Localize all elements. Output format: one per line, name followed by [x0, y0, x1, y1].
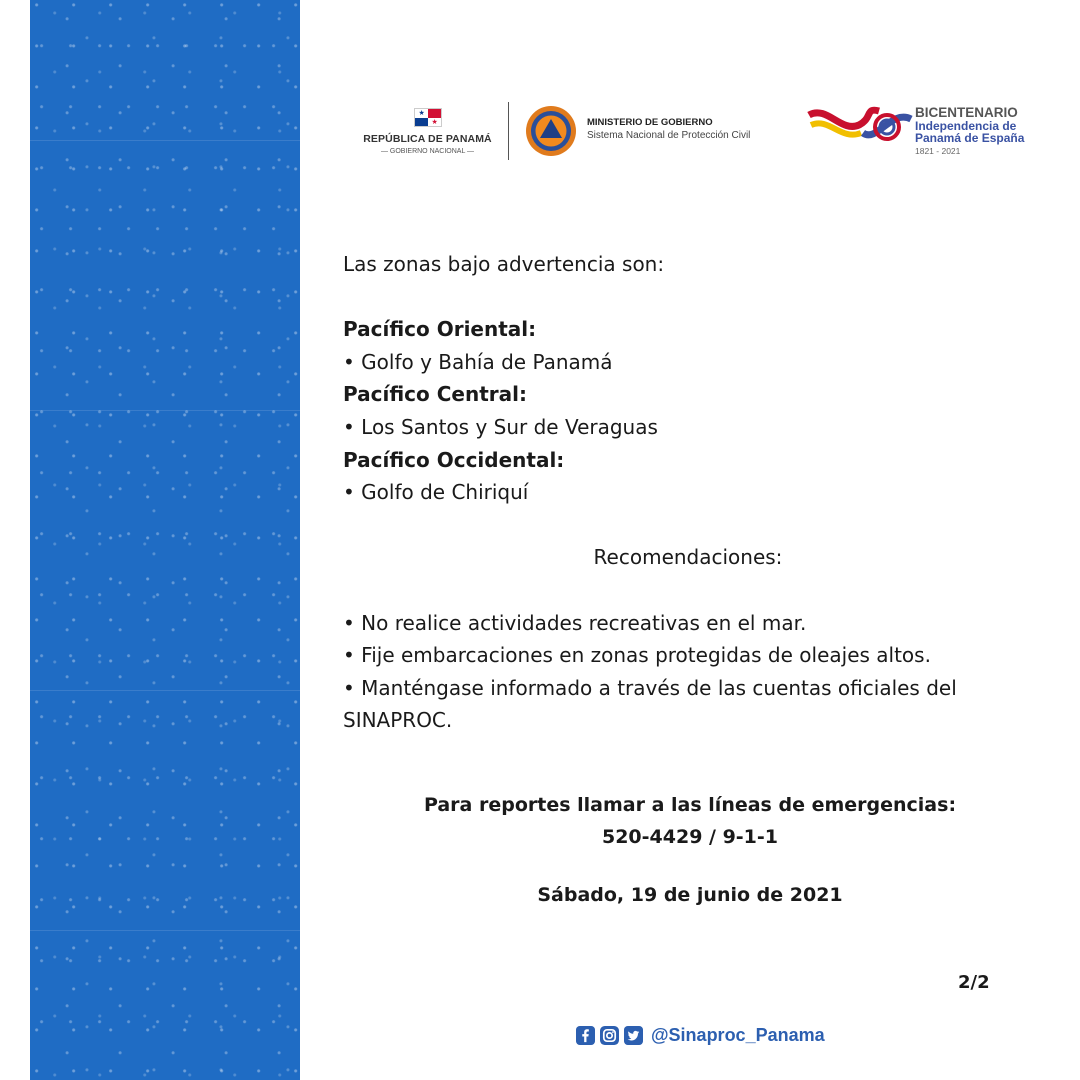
twitter-icon[interactable] [624, 1026, 643, 1045]
zones-intro: Las zonas bajo advertencia son: [343, 252, 665, 276]
gobierno-nacional-label: — GOBIERNO NACIONAL — [380, 148, 475, 155]
emergency-line: Para reportes llamar a las líneas de emergencias: [423, 794, 957, 816]
recommendation-item: • Fije embarcaciones en zonas protegidas de oleajes altos. [343, 643, 931, 668]
ministry-title: MINISTERIO DE GOBIERNO [587, 117, 713, 128]
bicentenario-line-1: Independencia de [915, 118, 1017, 133]
republica-logo [360, 108, 495, 155]
social-handle[interactable]: @Sinaproc_Panama [651, 1024, 825, 1045]
instagram-icon[interactable] [600, 1026, 619, 1045]
ministry-subtitle: Sistema Nacional de Protección Civil [587, 130, 751, 141]
recommendation-item: • No realice actividades recreativas en el mar. [343, 610, 807, 635]
sinaproc-seal-icon [525, 105, 577, 157]
bicentenario-title: BICENTENARIO [915, 105, 1018, 120]
emergency-info [343, 789, 1037, 853]
zone-item-central: • Los Santos y Sur de Veraguas [343, 414, 658, 439]
social-footer [576, 1023, 825, 1047]
zone-item-oriental: • Golfo y Bahía de Panamá [343, 349, 613, 374]
bicentenario-line-2: Panamá de España [915, 130, 1025, 145]
logo-divider [508, 102, 509, 160]
zone-title-occidental: Pacífico Occidental: [343, 447, 565, 472]
zone-title-oriental: Pacífico Oriental: [343, 317, 537, 342]
recommendations-title: Recomendaciones: [593, 545, 783, 570]
bicentenario-block [915, 106, 1024, 155]
bicentenario-ribbon-icon [807, 103, 915, 151]
gobierno-nacional-text: GOBIERNO NACIONAL [389, 148, 466, 155]
page-indicator: 2/2 [958, 972, 990, 993]
zone-title-central: Pacífico Central: [343, 382, 527, 407]
ministry-block [587, 117, 750, 141]
zone-item-occidental: • Golfo de Chiriquí [343, 480, 529, 505]
recommendation-item: • Manténgase informado a través de las cuentas oficiales del [343, 675, 957, 700]
facebook-icon[interactable] [576, 1026, 595, 1045]
bicentenario-years: 1821 - 2021 [915, 145, 961, 156]
header-logos [360, 100, 1040, 162]
decorative-blue-panel [30, 0, 300, 1080]
advisory-content [343, 248, 1023, 737]
emergency-numbers: 520-4429 / 9-1-1 [601, 826, 779, 848]
date-label: Sábado, 19 de junio de 2021 [537, 884, 843, 906]
republica-title: REPÚBLICA DE PANAMÁ [363, 133, 492, 145]
panama-flag-icon: ★ ★ [414, 108, 442, 127]
recommendation-item: SINAPROC. [343, 708, 453, 733]
